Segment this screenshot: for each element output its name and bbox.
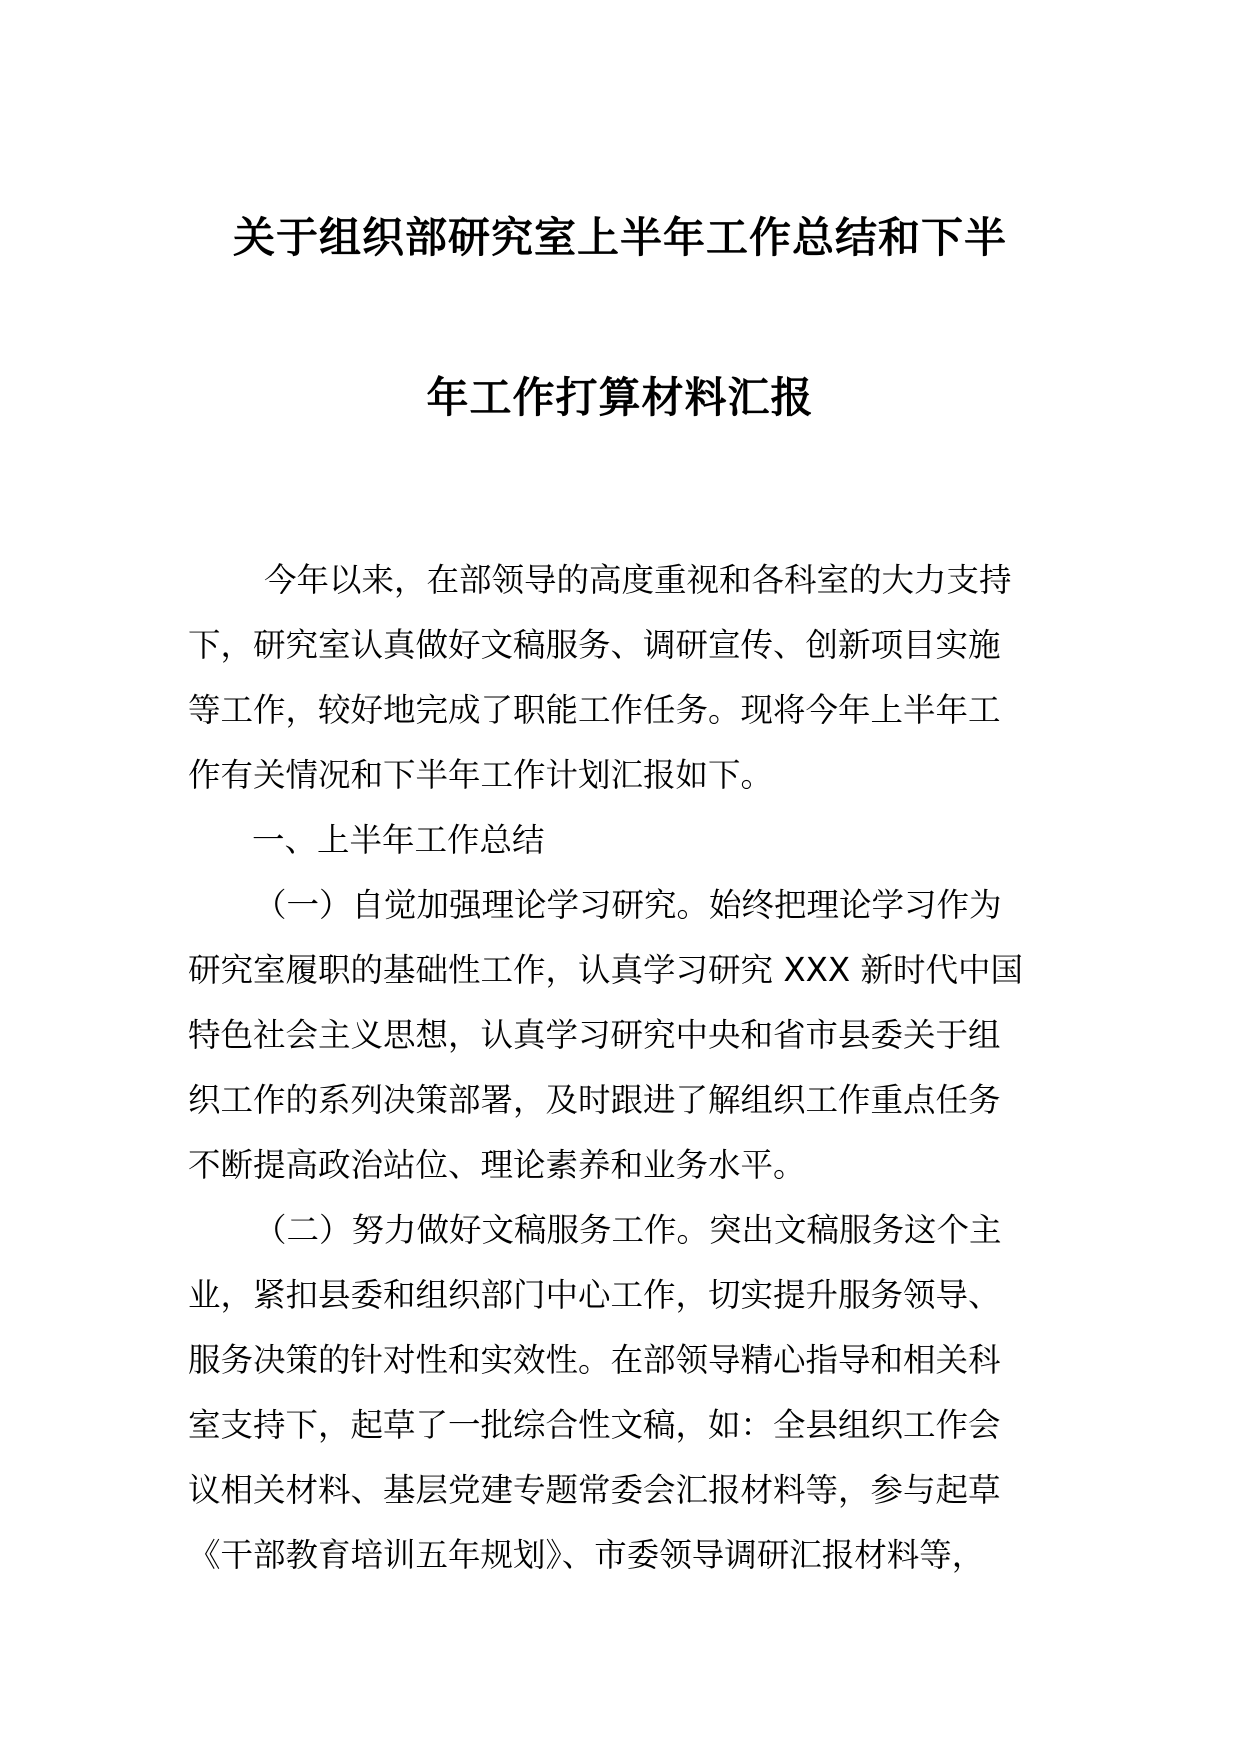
document-body — [188, 548, 1056, 1588]
paragraph-theory-line: （一）自觉加强理论学习研究。始终把理论学习作为 — [254, 886, 1002, 924]
paragraph-theory-line: 研究室履职的基础性工作，认真学习研究 XXX 新时代中国 — [188, 951, 1023, 989]
paragraph-intro-line: 作有关情况和下半年工作计划汇报如下。 — [188, 756, 774, 794]
paragraph-intro-line: 等工作，较好地完成了职能工作任务。现将今年上半年工 — [188, 691, 1001, 729]
paragraph-drafting-line: （二）努力做好文稿服务工作。突出文稿服务这个主 — [254, 1211, 1002, 1249]
paragraph-drafting-line: 业，紧扣县委和组织部门中心工作，切实提升服务领导、 — [188, 1276, 1001, 1314]
paragraph-theory-line: 不断提高政治站位、理论素养和业务水平。 — [188, 1146, 806, 1184]
paragraph-drafting-line: 室支持下，起草了一批综合性文稿，如：全县组织工作会 — [188, 1406, 1001, 1444]
paragraph-theory-line: 特色社会主义思想，认真学习研究中央和省市县委关于组 — [188, 1016, 1001, 1054]
paragraph-drafting-line: 议相关材料、基层党建专题常委会汇报材料等，参与起草 — [188, 1471, 1001, 1509]
document-title-line-1: 关于组织部研究室上半年工作总结和下半 — [232, 213, 1007, 262]
paragraph-drafting-line: 《干部教育培训五年规划》、市委领导调研汇报材料等， — [188, 1536, 985, 1574]
paragraph-drafting-line: 服务决策的针对性和实效性。在部领导精心指导和相关科 — [188, 1341, 1001, 1379]
paragraph-intro-line: 下，研究室认真做好文稿服务、调研宣传、创新项目实施 — [188, 626, 1001, 664]
paragraph-theory-line: 织工作的系列决策部署，及时跟进了解组织工作重点任务 — [188, 1081, 1001, 1119]
document-title-line-2: 年工作打算材料汇报 — [426, 373, 814, 422]
paragraph-intro-line: 今年以来，在部领导的高度重视和各科室的大力支持 — [264, 561, 1012, 599]
section-heading-summary: 一、上半年工作总结 — [252, 821, 545, 859]
